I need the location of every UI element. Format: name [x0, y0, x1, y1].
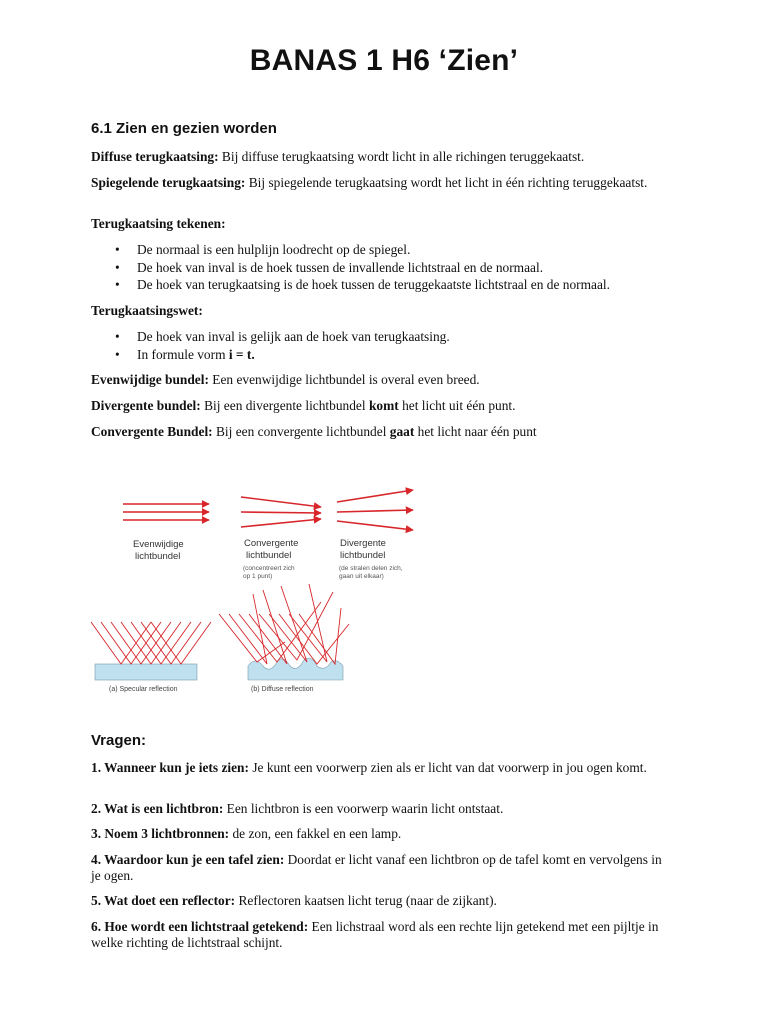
document-title: BANAS 1 H6 ‘Zien’ — [249, 44, 519, 77]
convergent-bundel-diagram — [241, 497, 321, 527]
caption-specular: (a) Specular reflection — [109, 686, 178, 693]
definition-text: Bij een convergente lichtbundel — [212, 424, 390, 439]
answer-text: Je kunt een voorwerp zien als er licht van dat voorwerp in jou ogen komt. — [248, 760, 647, 775]
answer-text: Reflectoren kaatsen licht terug (naar de zijkant). — [235, 893, 497, 908]
label-evenwijdige-2: lichtbundel — [135, 551, 181, 562]
emphasis: gaat — [389, 424, 415, 439]
question-label: 4. Waardoor kun je een tafel zien: — [91, 852, 285, 867]
vragen-heading: Vragen: — [91, 732, 147, 749]
term-label: Evenwijdige bundel: — [91, 372, 209, 387]
definition-diffuse — [91, 149, 671, 165]
question-item — [91, 893, 671, 909]
list-item: • De hoek van terugkaatsing is de hoek tussen de teruggekaatste lichtstraal en de normaal. — [91, 276, 691, 294]
parallel-bundel-diagram — [123, 504, 209, 520]
label-convergente-1: Convergente — [244, 538, 299, 549]
note-divergente-1: (de stralen delen zich, — [339, 565, 403, 572]
answer-text: Een lichtbron is een voorwerp waarin licht ontstaat. — [223, 801, 504, 816]
wet-list — [91, 328, 691, 363]
label-divergente-2: lichtbundel — [340, 550, 386, 561]
question-item — [91, 760, 671, 776]
note-convergente-2: op 1 punt) — [243, 573, 273, 580]
label-convergente-2: lichtbundel — [246, 550, 292, 561]
diffuse-reflection-diagram — [219, 584, 349, 693]
specular-reflection-diagram — [91, 622, 211, 693]
label-evenwijdige-1: Evenwijdige — [133, 539, 184, 550]
section-heading: 6.1 Zien en gezien worden — [91, 120, 277, 137]
definition-text: Bij diffuse terugkaatsing wordt licht in alle richingen teruggekaatst. — [218, 149, 585, 164]
note-convergente-1: (concentreert zich — [243, 565, 295, 572]
note-divergente-2: gaan uit elkaar) — [339, 573, 384, 580]
definition-text: het licht naar één punt — [414, 424, 537, 439]
definition-text: Bij spiegelende terugkaatsing wordt het licht in één richting teruggekaatst. — [245, 175, 648, 190]
formula-prefix: In formule vorm — [137, 346, 229, 362]
definition-text: Een evenwijdige lichtbundel is overal even breed. — [208, 372, 480, 387]
answer-text: Doordat er licht vanaf een lichtbron op de tafel komt en vervolgens in je ogen. — [91, 852, 662, 883]
definition-text: het licht uit één punt. — [398, 398, 516, 413]
heading-terugkaatsingswet — [91, 303, 671, 319]
question-item — [91, 919, 671, 951]
definition-convergente-bundel — [91, 424, 671, 440]
term-label: Diffuse terugkaatsing: — [91, 149, 219, 164]
question-label: 2. Wat is een lichtbron: — [91, 801, 224, 816]
light-bundles-figure — [85, 474, 445, 702]
emphasis: komt — [368, 398, 399, 413]
term-label: Spiegelende terugkaatsing: — [91, 175, 246, 190]
list-item: • De hoek van inval is gelijk aan de hoek van terugkaatsing. — [91, 328, 691, 346]
question-item — [91, 852, 671, 884]
term-label: Divergente bundel: — [91, 398, 201, 413]
answer-text: Een lichstraal word als een rechte lijn getekend met een pijltje in welke richting de lichtstraal schijnt. — [91, 919, 659, 950]
question-label: 5. Wat doet een reflector: — [91, 893, 236, 908]
list-item: • De normaal is een hulplijn loodrecht op de spiegel. — [91, 241, 691, 259]
definition-evenwijdige-bundel — [91, 372, 671, 388]
caption-diffuse: (b) Diffuse reflection — [251, 686, 314, 693]
tekenen-list — [91, 241, 691, 294]
divergent-bundel-diagram — [337, 490, 413, 530]
label-divergente-1: Divergente — [340, 538, 386, 549]
question-label: 1. Wanneer kun je iets zien: — [91, 760, 249, 775]
definition-divergente-bundel — [91, 398, 671, 414]
definition-text: Bij een divergente lichtbundel — [200, 398, 369, 413]
subheading-label: Terugkaatsing tekenen: — [91, 216, 226, 231]
question-label: 6. Hoe wordt een lichtstraal getekend: — [91, 919, 309, 934]
list-item: • De hoek van inval is de hoek tussen de invallende lichtstraal en de normaal. — [91, 259, 691, 277]
term-label: Convergente Bundel: — [91, 424, 213, 439]
question-label: 3. Noem 3 lichtbronnen: — [91, 826, 230, 841]
answer-text: de zon, een fakkel en een lamp. — [229, 826, 402, 841]
question-item — [91, 826, 671, 842]
subheading-label: Terugkaatsingswet: — [91, 303, 203, 318]
question-item — [91, 801, 671, 817]
heading-terugkaatsing-tekenen — [91, 216, 671, 232]
formula: i = t. — [228, 346, 255, 362]
list-item — [91, 346, 691, 364]
definition-spiegelende — [91, 175, 671, 191]
